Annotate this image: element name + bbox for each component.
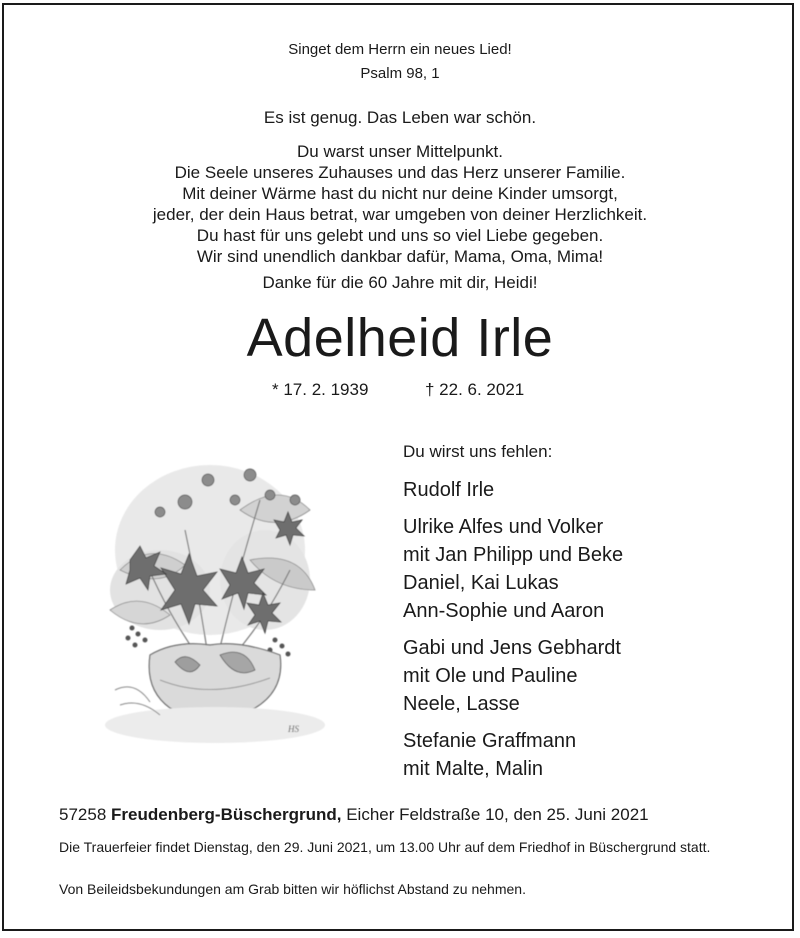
address-line <box>59 805 741 825</box>
mourner-group <box>403 476 783 504</box>
verse-reference: Psalm 98, 1 <box>360 65 440 82</box>
mourners-list <box>403 442 783 792</box>
mourner-line: mit Ole und Pauline <box>403 665 578 687</box>
poem <box>0 141 800 267</box>
mourner-group <box>403 727 783 783</box>
thanks-line: Danke für die 60 Jahre mit dir, Heidi! <box>262 273 538 292</box>
condolence-notice: Von Beileidsbekundungen am Grab bitten wir höflichst Abstand zu nehmen. <box>59 881 526 897</box>
mourners-lead: Du wirst uns fehlen: <box>403 442 553 461</box>
poem-line: Du hast für uns gelebt und uns so viel Liebe gegeben. <box>196 226 604 245</box>
poem-line: Wir sind unendlich dankbar dafür, Mama, Oma, Mima! <box>196 247 604 266</box>
mourner-line: Daniel, Kai Lukas <box>403 572 559 594</box>
address-rest: Eicher Feldstraße 10, den 25. Juni 2021 <box>346 805 649 824</box>
poem-line: Die Seele unseres Zuhauses und das Herz unserer Familie. <box>174 163 626 182</box>
mourner-line: mit Malte, Malin <box>403 758 544 780</box>
death-date: † 22. 6. 2021 <box>425 380 525 399</box>
mourner-group <box>403 513 783 625</box>
motto: Es ist genug. Das Leben war schön. <box>263 108 537 127</box>
mourner-group <box>403 634 783 718</box>
bible-verse: Singet dem Herrn ein neues Lied! <box>288 41 512 58</box>
address-place: Freudenberg-Büschergrund, <box>111 805 342 824</box>
poem-line: Mit deiner Wärme hast du nicht nur deine Kinder umsorgt, <box>182 184 618 203</box>
address-zip: 57258 <box>59 805 107 824</box>
mourner-line: Ulrike Alfes und Volker <box>403 516 604 538</box>
flower-vase-drawing-icon <box>90 440 330 760</box>
mourner-line: Ann-Sophie und Aaron <box>403 600 605 622</box>
mourner-line: Stefanie Graffmann <box>403 730 577 752</box>
artist-signature: HS <box>288 724 299 734</box>
mourner-line: mit Jan Philipp und Beke <box>403 544 624 566</box>
mourner-line: Neele, Lasse <box>403 693 520 715</box>
funeral-notice: Die Trauerfeier findet Dienstag, den 29. Juni 2021, um 13.00 Uhr auf dem Friedhof in Büschergrund statt. <box>59 839 711 855</box>
mourner-line: Gabi und Jens Gebhardt <box>403 637 621 659</box>
deceased-name: Adelheid Irle <box>246 308 554 368</box>
mourner-line: Rudolf Irle <box>403 479 495 501</box>
poem-line: Du warst unser Mittelpunkt. <box>297 142 503 161</box>
birth-date: * 17. 2. 1939 <box>272 380 369 399</box>
poem-line: jeder, der dein Haus betrat, war umgeben von deiner Herzlichkeit. <box>152 205 648 224</box>
